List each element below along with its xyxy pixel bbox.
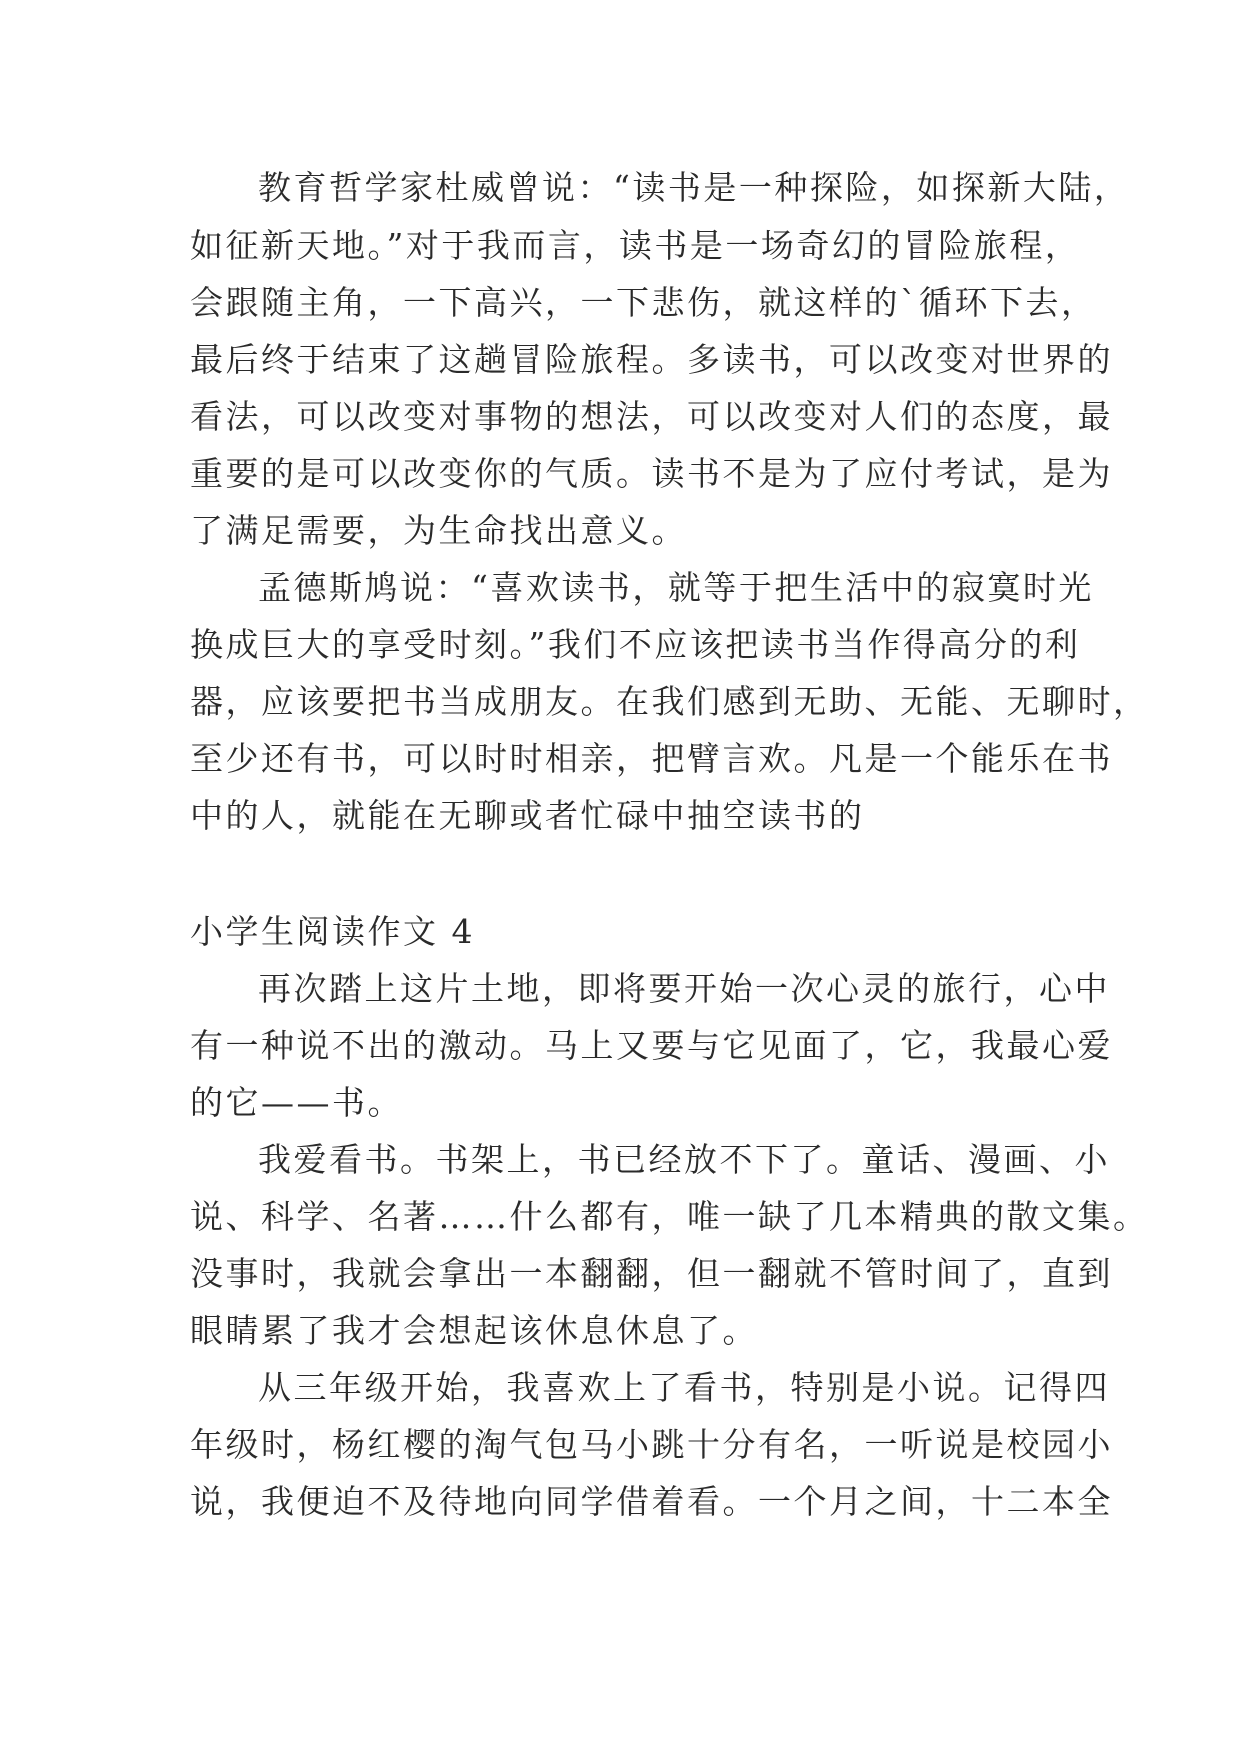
text-line: 最后终于结束了这趟冒险旅程。多读书，可以改变对世界的 xyxy=(190,340,1113,379)
text-line: 我爱看书。书架上，书已经放不下了。童话、漫画、小 xyxy=(258,1140,1110,1179)
section-heading: 小学生阅读作文 4 xyxy=(190,912,475,951)
text-line: 至少还有书，可以时时相亲，把臂言欢。凡是一个能乐在书 xyxy=(190,739,1113,778)
text-line: 孟德斯鸠说：“喜欢读书，就等于把生活中的寂寞时光 xyxy=(258,568,1094,607)
text-line: 看法，可以改变对事物的想法，可以改变对人们的态度，最 xyxy=(190,397,1113,436)
text-line: 再次踏上这片土地，即将要开始一次心灵的旅行，心中 xyxy=(258,969,1110,1008)
text-line: 教育哲学家杜威曾说：“读书是一种探险，如探新大陆， xyxy=(258,168,1130,207)
text-line: 了满足需要，为生命找出意义。 xyxy=(190,511,687,550)
text-line: 换成巨大的享受时刻。”我们不应该把读书当作得高分的利 xyxy=(190,625,1081,664)
text-line: 的它——书。 xyxy=(190,1083,403,1122)
text-line: 从三年级开始，我喜欢上了看书，特别是小说。记得四 xyxy=(258,1368,1110,1407)
text-line: 会跟随主角，一下高兴，一下悲伤，就这样的`循环下去， xyxy=(190,283,1097,322)
text-line: 如征新天地。”对于我而言，读书是一场奇幻的冒险旅程， xyxy=(190,226,1081,265)
text-line: 中的人，就能在无聊或者忙碌中抽空读书的 xyxy=(190,796,865,835)
text-line: 眼睛累了我才会想起该休息休息了。 xyxy=(190,1311,758,1350)
text-line: 有一种说不出的激动。马上又要与它见面了，它，我最心爱 xyxy=(190,1026,1113,1065)
text-line: 没事时，我就会拿出一本翻翻，但一翻就不管时间了，直到 xyxy=(190,1254,1113,1293)
text-line: 说、科学、名著……什么都有，唯一缺了几本精典的散文集。 xyxy=(190,1197,1149,1236)
text-line: 器，应该要把书当成朋友。在我们感到无助、无能、无聊时， xyxy=(190,682,1149,721)
text-line: 说，我便迫不及待地向同学借着看。一个月之间，十二本全 xyxy=(190,1482,1113,1521)
text-line: 重要的是可以改变你的气质。读书不是为了应付考试，是为 xyxy=(190,454,1113,493)
text-line: 年级时，杨红樱的淘气包马小跳十分有名，一听说是校园小 xyxy=(190,1425,1113,1464)
